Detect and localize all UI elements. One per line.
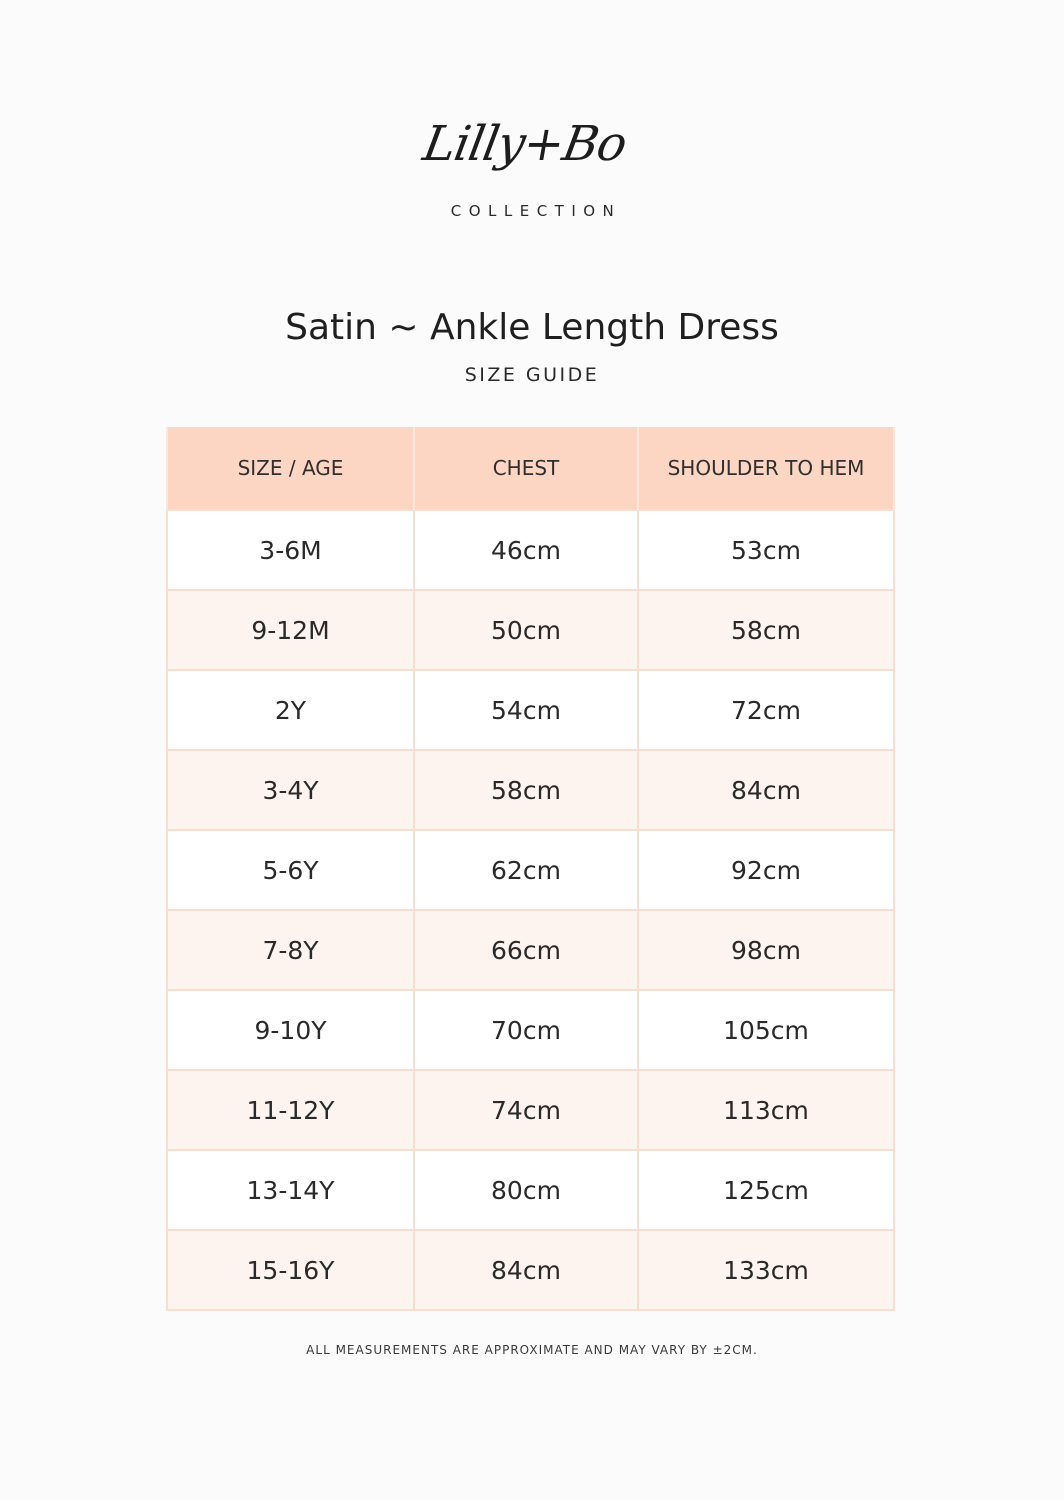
cell-shoulder-to-hem: 84cm	[638, 750, 894, 830]
cell-chest: 80cm	[414, 1150, 638, 1230]
cell-chest: 74cm	[414, 1070, 638, 1150]
table-row	[167, 750, 894, 830]
table-row	[167, 1230, 894, 1310]
page-subtitle: SIZE GUIDE	[464, 364, 600, 386]
cell-shoulder-to-hem: 92cm	[638, 830, 894, 910]
cell-size: 9-12M	[167, 590, 414, 670]
cell-shoulder-to-hem: 133cm	[638, 1230, 894, 1310]
cell-shoulder-to-hem: 125cm	[638, 1150, 894, 1230]
cell-size: 11-12Y	[167, 1070, 414, 1150]
cell-chest: 54cm	[414, 670, 638, 750]
cell-chest: 50cm	[414, 590, 638, 670]
table-row	[167, 830, 894, 910]
brand-logo	[0, 116, 1064, 220]
cell-size: 3-6M	[167, 510, 414, 590]
table-header-row	[167, 427, 894, 510]
cell-size: 9-10Y	[167, 990, 414, 1070]
logo-subtitle: COLLECTION	[450, 202, 622, 220]
cell-shoulder-to-hem: 113cm	[638, 1070, 894, 1150]
table-row	[167, 670, 894, 750]
cell-shoulder-to-hem: 105cm	[638, 990, 894, 1070]
table-row	[167, 990, 894, 1070]
table-row	[167, 1070, 894, 1150]
header-size-age: SIZE / AGE	[167, 427, 414, 510]
cell-chest: 58cm	[414, 750, 638, 830]
cell-chest: 70cm	[414, 990, 638, 1070]
cell-size: 7-8Y	[167, 910, 414, 990]
cell-chest: 66cm	[414, 910, 638, 990]
cell-size: 5-6Y	[167, 830, 414, 910]
page-title: Satin ~ Ankle Length Dress	[285, 307, 779, 348]
cell-size: 3-4Y	[167, 750, 414, 830]
cell-chest: 84cm	[414, 1230, 638, 1310]
logo-script-wordmark: Lilly+Bo	[419, 116, 631, 172]
cell-chest: 46cm	[414, 510, 638, 590]
table-row	[167, 1150, 894, 1230]
cell-size: 2Y	[167, 670, 414, 750]
table-row	[167, 590, 894, 670]
cell-shoulder-to-hem: 53cm	[638, 510, 894, 590]
cell-size: 15-16Y	[167, 1230, 414, 1310]
size-guide-table	[166, 427, 895, 1311]
cell-shoulder-to-hem: 98cm	[638, 910, 894, 990]
cell-chest: 62cm	[414, 830, 638, 910]
header-shoulder-to-hem: SHOULDER TO HEM	[638, 427, 894, 510]
table-row	[167, 510, 894, 590]
cell-shoulder-to-hem: 58cm	[638, 590, 894, 670]
measurement-footnote: ALL MEASUREMENTS ARE APPROXIMATE AND MAY VARY BY ±2CM.	[306, 1343, 758, 1357]
cell-size: 13-14Y	[167, 1150, 414, 1230]
cell-shoulder-to-hem: 72cm	[638, 670, 894, 750]
table-row	[167, 910, 894, 990]
header-chest: CHEST	[414, 427, 638, 510]
